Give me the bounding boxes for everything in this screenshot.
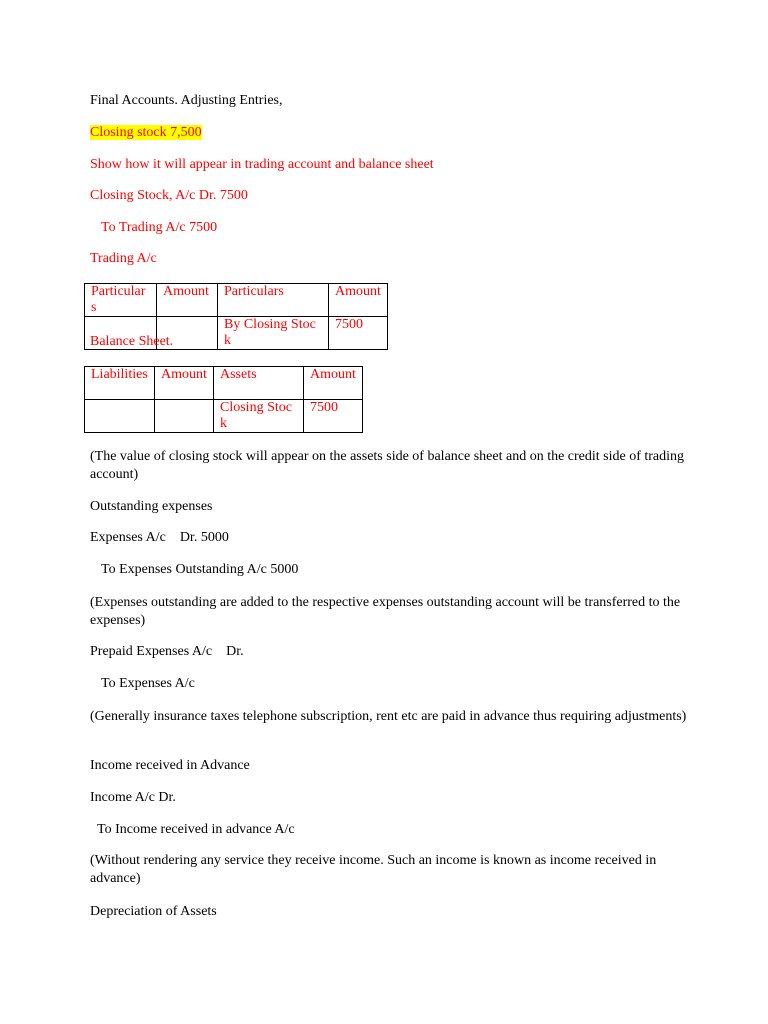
balance-header-amount-right: Amount	[304, 367, 363, 400]
income-advance-title: Income received in Advance	[90, 758, 250, 773]
journal-entry-debit: Closing Stock, A/c Dr. 7500	[90, 188, 248, 203]
prepaid-entry-credit: To Expenses A/c	[101, 676, 195, 691]
outstanding-entry-debit: Expenses A/c Dr. 5000	[90, 530, 229, 545]
income-entry-debit: Income A/c Dr.	[90, 790, 176, 805]
trading-header-amount-right: Amount	[329, 284, 388, 317]
heading: Final Accounts. Adjusting Entries,	[90, 93, 283, 108]
highlighted-closing-stock: Closing stock 7,500	[90, 125, 202, 140]
closing-stock-line	[90, 124, 202, 142]
trading-header-particulars-right: Particulars	[218, 284, 329, 317]
note-prepaid: (Generally insurance taxes telephone subscription, rent etc are paid in advance thus requiring adjustments)	[90, 709, 687, 724]
balance-header-liabilities: Liabilities	[85, 367, 155, 400]
depreciation-title: Depreciation of Assets	[90, 904, 217, 919]
trading-cell-by-closing-stock: By Closing Stock	[218, 317, 329, 350]
outstanding-expenses-title: Outstanding expenses	[90, 499, 213, 514]
prepaid-entry-debit: Prepaid Expenses A/c Dr.	[90, 644, 244, 659]
income-entry-credit: To Income received in advance A/c	[97, 822, 295, 837]
balance-cell-closing-stock: Closing Stock	[214, 400, 304, 433]
question-line: Show how it will appear in trading account and balance sheet	[90, 157, 434, 172]
note-income: (Without rendering any service they receive income. Such an income is known as income received in advance)	[90, 853, 657, 886]
trading-header-amount-left: Amount	[157, 284, 218, 317]
balance-header-amount-left: Amount	[155, 367, 214, 400]
balance-sheet-title: Balance Sheet.	[90, 334, 174, 349]
trading-cell-amount: 7500	[329, 317, 388, 350]
outstanding-entry-credit: To Expenses Outstanding A/c 5000	[101, 562, 299, 577]
balance-cell-empty-2	[155, 400, 214, 433]
trading-header-particulars-left: Particulars	[85, 284, 157, 317]
trading-account-title: Trading A/c	[90, 251, 157, 266]
note-closing-stock: (The value of closing stock will appear on the assets side of balance sheet and on the credit side of trading account)	[90, 449, 685, 482]
note-outstanding: (Expenses outstanding are added to the respective expenses outstanding account will be transferred to the expenses)	[90, 595, 681, 628]
balance-cell-empty-1	[85, 400, 155, 433]
balance-sheet-table	[84, 366, 363, 433]
balance-cell-amount: 7500	[304, 400, 363, 433]
balance-header-assets: Assets	[214, 367, 304, 400]
journal-entry-credit: To Trading A/c 7500	[101, 220, 218, 235]
